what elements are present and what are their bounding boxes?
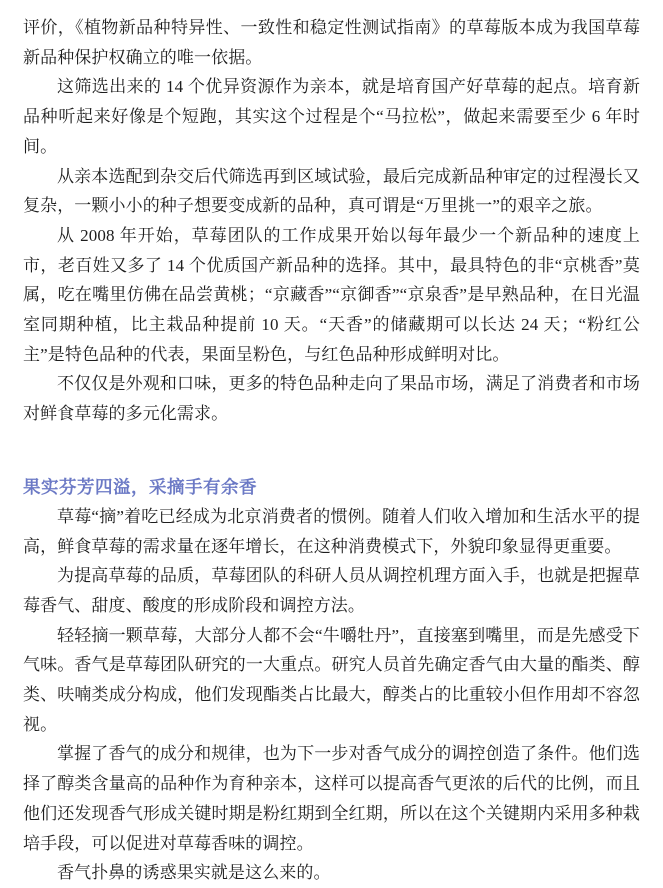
paragraph: 轻轻摘一颗草莓，大部分人都不会“牛嚼牡丹”，直接塞到嘴里，而是先感受下气味。香气是草莓团队研究的一大重点。研究人员首先确定香气由大量的酯类、醇类、呋喃类成分构成，他们发现酯类占比最大，醇类占的比重较小但作用却不容忽视。 <box>23 625 640 734</box>
paragraph: 掌握了香气的成分和规律，也为下一步对香气成分的调控创造了条件。他们选择了醇类含量高的品种作为育种亲本，这样可以提高香气更浓的后代的比例，而且他们还发现香气形成关键时期是粉红期到全红期，所以在这个关键期内采用多种栽培手段，可以促进对草莓香味的调控。 <box>23 744 640 853</box>
paragraph: 评价，《植物新品种特异性、一致性和稳定性测试指南》的草莓版本成为我国草莓新品种保护权确立的唯一依据。 <box>23 18 640 67</box>
paragraph: 从 2008 年开始，草莓团队的工作成果开始以每年最少一个新品种的速度上市，老百姓又多了 14 个优质国产新品种的选择。其中，最具特色的非“京桃香”莫属，吃在嘴里仿佛在品尝黄桃；“京藏香”“京御香”“京泉香”是早熟品种，在日光温室同期种植，比主栽品种提前 10 天。“天香”的储藏期可以长达 24 天；“粉红公主”是特色品种的代表，果面呈粉色，与红色品种形成鲜明对比。 <box>23 225 640 364</box>
paragraph: 草莓“摘”着吃已经成为北京消费者的惯例。随着人们收入增加和生活水平的提高，鲜食草莓的需求量在逐年增长，在这种消费模式下，外貌印象显得更重要。 <box>23 506 640 556</box>
paragraph: 为提高草莓的品质，草莓团队的科研人员从调控机理方面入手，也就是把握草莓香气、甜度、酸度的形成阶段和调控方法。 <box>23 566 640 615</box>
paragraph: 这筛选出来的 14 个优异资源作为亲本，就是培育国产好草莓的起点。培育新品种听起来好像是个短跑，其实这个过程是个“马拉松”，做起来需要至少 6 年时间。 <box>23 77 640 156</box>
paragraph: 不仅仅是外观和口味，更多的特色品种走向了果品市场，满足了消费者和市场对鲜食草莓的多元化需求。 <box>23 374 640 424</box>
paragraph: 从亲本选配到杂交后代筛选再到区域试验，最后完成新品种审定的过程漫长又复杂，一颗小小的种子想要变成新的品种，真可谓是“万里挑一”的艰辛之旅。 <box>23 166 640 216</box>
document-body <box>23 13 640 888</box>
section-heading: 果实芬芳四溢，采摘手有余香 <box>23 476 257 497</box>
paragraph: 香气扑鼻的诱惑果实就是这么来的。 <box>57 863 331 883</box>
